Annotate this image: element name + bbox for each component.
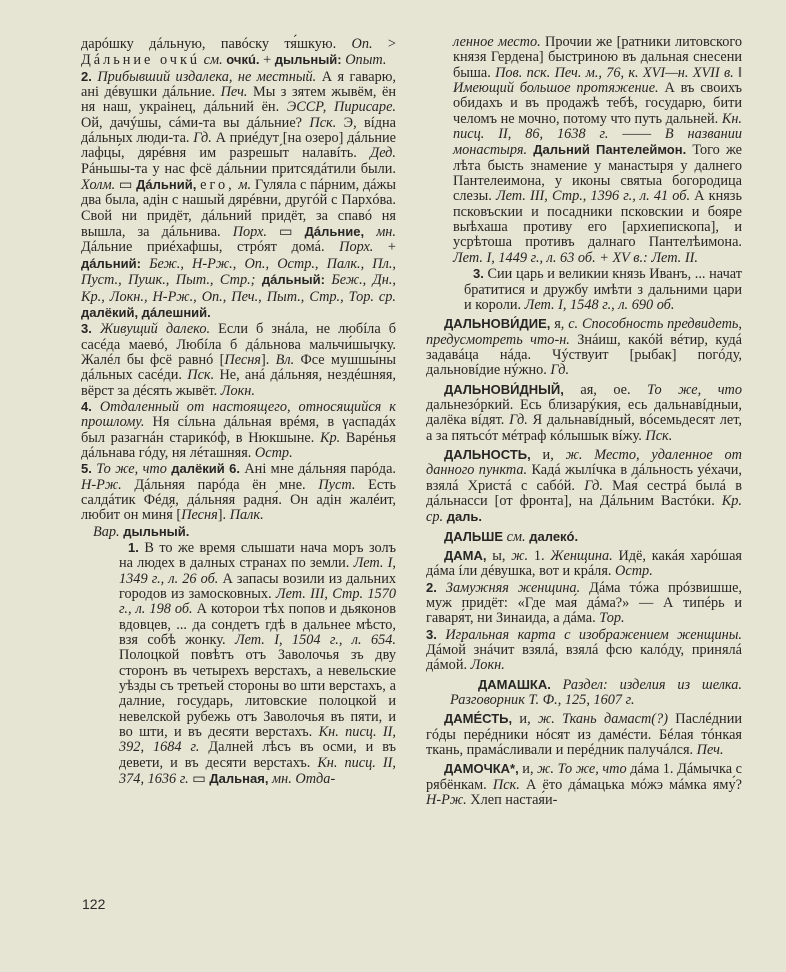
italic-text: см. bbox=[203, 52, 223, 69]
text: ‖ bbox=[733, 64, 742, 81]
text: Гуля́ла с пáрним, дáжы два была, адін с нашый дярéвни, другóй с Пархóва. Свой ни придёт, дáльний придёт, за спавó ня вышла, за дáльнива. bbox=[81, 177, 396, 241]
italic-text: Лет. I, 1449 г., л. 63 об. + XV в.: Лет. II. bbox=[453, 249, 698, 266]
text: ▭ bbox=[115, 177, 137, 194]
bold-term: 1. bbox=[128, 540, 139, 555]
italic-text: Лет. III, Стр., 1396 г., л. 41 об. bbox=[495, 188, 691, 205]
dictionary-entry bbox=[426, 529, 742, 545]
text: дарóшку дáльную, павóску тя́шкую. bbox=[81, 36, 352, 52]
text: дальнезóркий. Есь близарýкия, есь дальнавíдныи, далёка вíдят. bbox=[426, 396, 742, 429]
text: Варéнья дáльнава гóду, ня лéташняя. bbox=[81, 429, 396, 461]
text: Мы з зятем жывём, ён ня наш, украінец, дáльний ён. bbox=[81, 84, 396, 116]
italic-text: ж. Место, удаленное от данного пункта. bbox=[426, 446, 742, 479]
text: > bbox=[372, 36, 396, 52]
italic-text: Кн. писц. II, 392, 1684 г. bbox=[119, 724, 396, 756]
text: Полоцкой повѣтъ отъ Заволочья зъ дву сторонъ въ четырехъ верстахъ, а невельские уѣзды съ третьей стороны во шти верстахъ, а далние, государь, литовские полоцкой и невелской рубежь отъ Заволочья въ пяти, и во шти, и въ десяти верстахъ. bbox=[119, 647, 396, 741]
italic-text: Замужняя женщина. bbox=[445, 579, 581, 596]
italic-text: Пск. bbox=[645, 427, 673, 444]
bold-term: дáльный: bbox=[255, 272, 332, 288]
dictionary-entry bbox=[450, 677, 742, 709]
text: Кадá жылíчка в дáльность уéхачи, взялá Христá с сабóй. bbox=[426, 462, 742, 494]
text: Знáиш, какóй вéтир, кудá задавáца нáда. Чýствуит [рыбак] погóду, дальновíдие нýжно. bbox=[426, 331, 742, 379]
entry-sense bbox=[81, 399, 396, 461]
historical-citation bbox=[119, 540, 396, 788]
text: ы, bbox=[486, 548, 512, 564]
italic-text: ж. То же, что bbox=[537, 761, 627, 778]
italic-text: Остр. bbox=[615, 563, 653, 580]
italic-text: Песня bbox=[181, 507, 218, 524]
italic-text: Пск. bbox=[492, 776, 520, 793]
text: Рáньшы-та у нас фсё дáльнии притсядáтили были. bbox=[81, 160, 396, 177]
text: А я гаварю, ані дéвушки дáльние. bbox=[81, 68, 396, 101]
italic-text: Пск. bbox=[309, 114, 337, 131]
italic-text: Локн. bbox=[470, 657, 505, 674]
text: Фсе мушшы́ны дáльных сасéди. bbox=[81, 351, 396, 384]
italic-text: Н-Рж. bbox=[426, 792, 467, 809]
text: В то же время слышати нача моръ золъ на людех в далных странах по земли. bbox=[119, 540, 396, 572]
bold-term: Дальний Пантелеймон. bbox=[527, 142, 687, 158]
bold-term: ДАЛЬНОВИ́ДИЕ, bbox=[444, 316, 551, 332]
text: Хлеп настая́и- bbox=[466, 792, 558, 809]
italic-text: Пов. пск. Печ. м., 76, к. XVI—н. XVII в. bbox=[495, 64, 734, 81]
bold-term: дáльний: bbox=[81, 255, 150, 271]
bold-term: Дальная, bbox=[209, 771, 273, 787]
italic-text: Локн. bbox=[220, 382, 255, 399]
bold-term: 5. bbox=[81, 461, 97, 477]
italic-text: Живущий далеко. bbox=[99, 321, 211, 338]
dictionary-entry bbox=[426, 761, 742, 808]
entry-sense bbox=[81, 524, 396, 540]
bold-term: ДАМЕ́СТЬ, bbox=[444, 711, 513, 727]
text: Далней лѣсъ въ осми, и въ девети, и въ десяти верстахъ. bbox=[119, 739, 396, 771]
entry-sense bbox=[81, 69, 396, 322]
italic-text: Пуст. bbox=[318, 476, 356, 493]
historical-citation bbox=[453, 35, 742, 266]
italic-text: Беж., Н-Рж., Оп., Остр., Палк., Пл., Пуст., Пушк., Пыт., Стр.; bbox=[81, 255, 396, 289]
text: Есть салдáтик Фéдя, дáльняя радня́. Он адін жалéит, любит он миня́ [ bbox=[81, 476, 396, 524]
bold-term: 3. bbox=[426, 626, 446, 642]
text: А ётo дáмацька мóжэ мáмка яму́? bbox=[519, 776, 742, 793]
text: —— bbox=[608, 126, 665, 143]
text: А запасы возили из дальних городов из замосковных. bbox=[119, 570, 396, 603]
text: А которои тѣх попов и дьяконов вдовцев, ... да сондетъ гдѣ в дальнее мѣсто, взя собѣ жонку. bbox=[119, 601, 396, 649]
bold-term: далекó. bbox=[525, 528, 579, 544]
text: ая, ое. bbox=[563, 381, 648, 398]
bold-term: 4. bbox=[81, 398, 100, 414]
italic-text: Гд. bbox=[584, 477, 603, 494]
text: Ой, дачýшы, сáми-та вы дáльние? bbox=[81, 114, 310, 131]
text: + bbox=[373, 239, 396, 256]
text: Я дальнавíдный, вóсемьдесят лет, а за пятьсóт мéтраф кóлышык вíжу. bbox=[426, 412, 742, 444]
entry-sense bbox=[426, 627, 742, 674]
text: Сии царь и великии князь Иванъ, ... начат братитися и дружбу имѣти з дальними цари и короли. bbox=[464, 266, 742, 313]
text: А приéдут [на озеро] дáльние лафцы́, дярéвня им разрешы́т налавíть. bbox=[81, 130, 396, 162]
text: и, bbox=[512, 711, 538, 728]
text: Дáмой знáчит взялá, взялá фсю калóду, принялá дáмой. bbox=[426, 642, 742, 674]
italic-text: Тор. bbox=[599, 610, 625, 627]
bold-term: дыльный. bbox=[119, 523, 190, 539]
text: ]. bbox=[217, 507, 230, 524]
dictionary-entry bbox=[426, 382, 742, 444]
italic-text: Оп. bbox=[351, 36, 373, 52]
bold-term: ДАЛЬНОСТЬ, bbox=[444, 446, 531, 462]
bold-term: далёкий 6. bbox=[166, 461, 240, 477]
bold-term: ДАЛЬШЕ bbox=[444, 528, 504, 544]
italic-text: м. bbox=[234, 177, 252, 194]
text: Дáльние приéхафшы, стрóят домá. bbox=[81, 239, 340, 256]
bold-term: 3. bbox=[81, 321, 100, 337]
page-number: 122 bbox=[82, 896, 106, 912]
text: Того же лѣта бысть знамение у манастыря у далнего Пантелеимона, у иконы святыа богородица слезы. bbox=[453, 142, 742, 205]
text: А въ своихъ обидахъ и въ продажѣ тебѣ, государю, бити челомъ не мочно, потому что путь дальней. bbox=[453, 80, 743, 127]
text: Если б знáла, не любíла б сасéда маевó, Любíла б дáльнова мальчи́шычку. Жалéл бы фсё равнó [ bbox=[81, 321, 396, 368]
text: Идё, какáя харóшая дáма íли дéвушка, вот и крáля. bbox=[426, 548, 742, 580]
entry-sense bbox=[81, 461, 396, 523]
dictionary-entry bbox=[426, 447, 742, 526]
text: Паслéднии гóды перéдники нóсят из дамéсти. Бéлая тóнкая ткань, прамáсливали и перéдник палучáлся. bbox=[426, 711, 742, 759]
spaced-text: его, bbox=[200, 177, 235, 194]
bold-term: Дáльние, bbox=[304, 224, 377, 240]
bold-term: 3. bbox=[473, 266, 484, 282]
italic-text: мн. bbox=[376, 224, 396, 241]
text: Мая́ сестрá былá в дáльнасси [от фронта], на Дáльним Вастóки. bbox=[426, 477, 742, 509]
italic-text: Лет. I, 1349 г., л. 26 об. bbox=[119, 555, 397, 587]
italic-text: Печ. bbox=[220, 84, 248, 101]
dictionary-entry bbox=[426, 711, 742, 758]
italic-text: ленное место. bbox=[453, 34, 541, 50]
italic-text: Гд. bbox=[509, 412, 528, 429]
bold-term: Дáльний, bbox=[136, 177, 201, 193]
italic-text: Лет. I, 1548 г., л. 690 об. bbox=[524, 296, 675, 313]
italic-text: Гд. bbox=[550, 362, 570, 379]
bold-term: ДАМАШКА. bbox=[478, 676, 551, 692]
text: Дáма тóжа прóзвишше, муж придёт: «Где мая́ дáма?» — А типéрь и гаваря́т, ни Зинаида, а дáма. bbox=[426, 579, 742, 627]
italic-text: Прибывший издалека, не местный. bbox=[97, 68, 317, 85]
right-column bbox=[426, 35, 742, 809]
italic-text: Лет. I, 1504 г., л. 654. bbox=[234, 632, 396, 649]
text: я, bbox=[550, 316, 569, 333]
italic-text: см. bbox=[503, 528, 526, 545]
text: 1. bbox=[528, 548, 551, 564]
italic-text: Отдаленный от настоящего, относящийся к прошлому. bbox=[81, 398, 396, 431]
italic-text: Лет. III, Стр. 1570 г., л. 198 об. bbox=[119, 586, 396, 618]
text: А князь псковъскии и посадники псковскии и бояре выѣхаша противу его [архиепископа], и усрѣтоша противъ далнаго Пантелѣимона. bbox=[453, 188, 742, 251]
italic-text: с. Способность предвидеть, предусмотреть что-н. bbox=[426, 316, 742, 348]
italic-text: Порх. bbox=[232, 224, 267, 241]
left-column bbox=[81, 37, 396, 788]
bold-term: очкú. bbox=[222, 52, 260, 68]
italic-text: Имеющий большое протяжение. bbox=[453, 80, 659, 97]
bold-term: даль. bbox=[443, 509, 483, 525]
bold-term: дыльный: bbox=[274, 52, 346, 68]
text: Прочии же [ратники литовского князя Гердена] быстриною въ дальная снесени быша. bbox=[453, 34, 742, 81]
italic-text: То же, что bbox=[647, 381, 742, 398]
italic-text: В названии монастыря. bbox=[453, 126, 743, 159]
italic-text: ЭССР, Пирисаре. bbox=[286, 99, 396, 116]
text: ]. bbox=[260, 351, 276, 368]
italic-text: Пск. bbox=[187, 367, 215, 384]
italic-text: ж. Ткань дамаст(?) bbox=[537, 711, 668, 728]
text: Ня сíльна дáльная врéмя, в γаспадáх был разагнáн старикóф, в Нюкшыне. bbox=[81, 414, 396, 446]
italic-text: Кр. bbox=[320, 429, 341, 446]
bold-term: ДАМА, bbox=[444, 548, 487, 563]
entry-sense bbox=[81, 321, 396, 399]
text: Э, вíдна дáльных люди-та. bbox=[81, 114, 396, 147]
italic-text: Кн. писц. II, 86, 1638 г. bbox=[453, 110, 742, 143]
text: Не, анá дáльняя, нездéшняя, вёрст за дéсять жывёт. bbox=[81, 367, 396, 399]
italic-text: То же, что bbox=[96, 461, 167, 478]
italic-text: Остр. bbox=[254, 444, 293, 461]
entry-sense bbox=[81, 37, 396, 69]
italic-text: Холм. bbox=[81, 177, 116, 194]
italic-text: мн. Отда- bbox=[272, 771, 336, 788]
italic-text: Кн. писц. II, 374, 1636 г. bbox=[119, 754, 396, 788]
italic-text: Игральная карта с изображением женщины. bbox=[445, 626, 742, 643]
italic-text: Вар. bbox=[93, 523, 120, 540]
bold-term: ДАЛЬНОВИ́ДНЫЙ, bbox=[444, 381, 564, 397]
text: Ані мне дáльняя парóда. bbox=[240, 461, 396, 478]
italic-text: Кр. ср. bbox=[426, 492, 742, 526]
italic-text: Беж., Дн., Кр., Локн., Н-Рж., Оп., Печ., Пыт., Стр., Тор. ср. bbox=[81, 272, 397, 305]
italic-text: Вл. bbox=[275, 351, 295, 368]
bold-term: 2. bbox=[81, 68, 98, 84]
italic-text: Опыт. bbox=[345, 52, 387, 69]
italic-text: Раздел: изделия из шелка. Разговорник Т. Ф., 125, 1607 г. bbox=[450, 676, 742, 709]
text: и, bbox=[518, 761, 538, 778]
text: дáма 1. Дáмычка с рябёнкам. bbox=[426, 761, 743, 793]
dictionary-entry bbox=[426, 548, 742, 580]
text: + bbox=[259, 52, 275, 69]
italic-text: Печ. bbox=[696, 742, 724, 759]
entry-sense bbox=[426, 580, 742, 627]
spaced-text: Дáльние очкú bbox=[81, 52, 201, 69]
bold-term: ДАМОЧКА*, bbox=[444, 761, 519, 777]
italic-text: Женщина. bbox=[550, 548, 613, 564]
text: Дáльняя парóда ён мне. bbox=[121, 476, 319, 493]
italic-text: Дед. bbox=[370, 145, 396, 162]
italic-text: Порх. bbox=[339, 239, 374, 256]
italic-text: Н-Рж. bbox=[81, 476, 122, 493]
text: и, bbox=[530, 446, 566, 463]
italic-text: ж. bbox=[511, 548, 529, 564]
italic-text: Палк. bbox=[229, 507, 264, 524]
dictionary-entry bbox=[426, 316, 742, 378]
italic-text: Гд. bbox=[193, 130, 212, 147]
text: ▭ bbox=[188, 771, 210, 788]
italic-text: Песня bbox=[224, 351, 261, 368]
text: ▭ bbox=[266, 224, 305, 241]
historical-citation bbox=[464, 266, 742, 313]
bold-term: далёкий, дáлешний. bbox=[81, 304, 211, 320]
bold-term: 2. bbox=[426, 579, 446, 595]
